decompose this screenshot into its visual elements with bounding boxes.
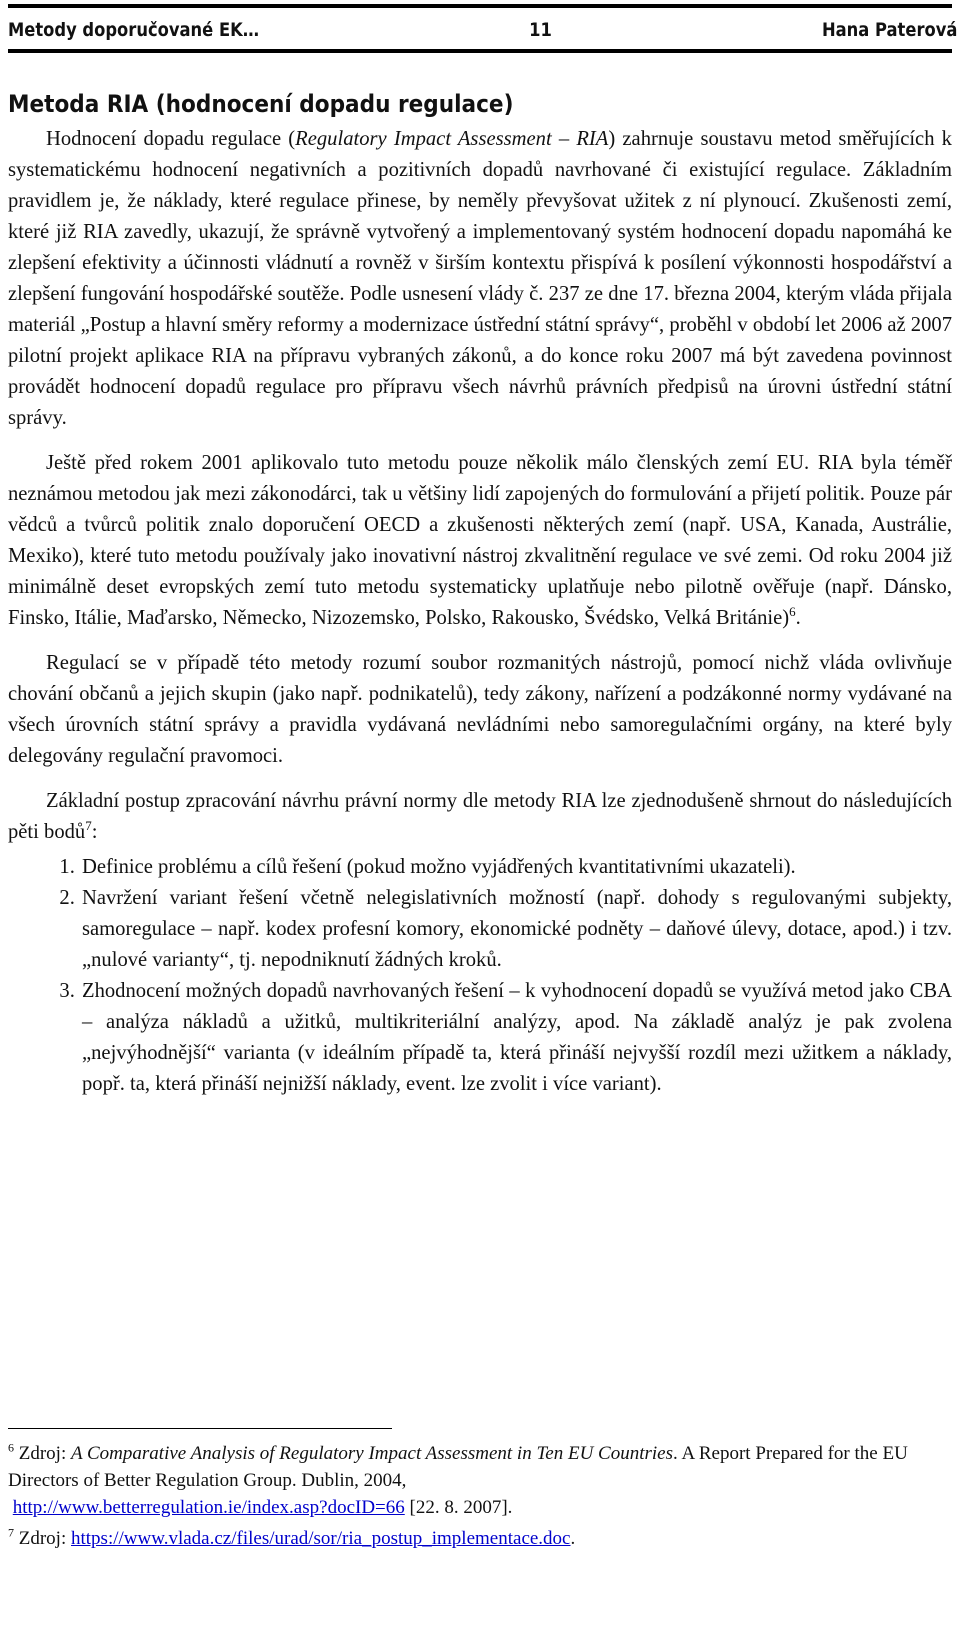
paragraph-3 [8,648,952,772]
p3-text: Regulací se v případě této metody rozumí soubor rozmanitých nástrojů, pomocí nichž vláda ovlivňuje chování občanů a jejich skupin (jako např. podnikatelů), tedy zákony, nařízení a podzákonné normy vydávané na všech úrovních státní správy a pravidla vydávaná nevládními nebo samoregulačními orgány, na které byly delegovány regulační pravomoci. [8,652,952,767]
body-text [8,124,952,1100]
footnote-link[interactable]: http://www.betterregulation.ie/index.asp?docID=66 [12,1497,405,1518]
footnote-6 [8,1440,952,1521]
footnote-separator [8,1428,392,1429]
footnote-7 [8,1525,952,1552]
paragraph-4 [8,786,952,848]
footnote-number: 6 [8,1440,14,1455]
footnote-lead: Zdroj: [14,1443,71,1464]
footnote-text: . A Report Prepared for the EU Directors of Better Regulation Group. Dublin, 2004, [8,1443,908,1491]
p1-italic-term: Regulatory Impact Assessment – RIA [295,128,609,150]
steps-list [8,852,952,1100]
p1-text-b: ) zahrnuje soustavu metod směřujících k systematickému hodnocení negativních a pozitivních dopadů navrhované či existující regulace. Základním pravidlem je, že náklady, které regulace přinese, by neměly převyšovat užitek z ní plynoucí. Zkušenosti zemí, které již RIA zavedly, ukazují, že správně vytvořený a implementovaný systém hodnocení dopadu napomáhá ke zlepšení efektivity a účinnosti vládnutí a rovněž v širším kontextu přispívá k posílení výkonnosti hospodářství a zlepšení fungování hospodářské soutěže. Podle usnesení vlády č. 237 ze dne 17. března 2004, kterým vláda přijala materiál „Postup a hlavní směry reformy a modernizace ústřední státní správy“, proběhl v období let 2006 až 2007 pilotní projekt aplikace RIA na přípravu vybraných zákonů, a do konce roku 2007 má být zavedena povinnost provádět hodnocení dopadů regulace pro přípravu všech návrhů právních předpisů na úrovni ústřední státní správy. [8,128,952,429]
p2-text: Ještě před rokem 2001 aplikovalo tuto metodu pouze několik málo členských zemí EU. RIA byla téměř neznámou metodou jak mezi zákonodárci, tak u většiny lidí zapojených do formulování a přijetí politik. Pouze pár vědců a tvůrců politik znalo doporučení OECD a zkušenosti některých zemí (např. USA, Kanada, Austrálie, Mexiko), které tuto metodu používaly jako inovativní nástroj zkvalitnění regulace ve své zemi. Od roku 2004 již minimálně deset evropských zemí tuto metodu systematicky uplatňuje nebo pilotně ověřuje (např. Dánsko, Finsko, Itálie, Maďarsko, Německo, Nizozemsko, Polsko, Rakousko, Švédsko, Velká Británie) [8,452,952,629]
footnote-ref-6[interactable]: 6 [789,604,796,620]
footnote-ref-7[interactable]: 7 [85,818,92,834]
footnote-end: . [570,1528,576,1549]
paragraph-1 [8,124,952,434]
p4-end: : [91,821,98,843]
header-title: Metody doporučované EK… [8,19,260,41]
header-rule-bottom [8,49,952,53]
footnote-lead: Zdroj: [14,1528,71,1549]
page-number: 11 [529,19,552,41]
footnote-number: 7 [8,1525,14,1540]
footnote-title: A Comparative Analysis of Regulatory Impact Assessment in Ten EU Countries [71,1443,673,1464]
section-heading: Metoda RIA (hodnocení dopadu regulace) [8,90,514,118]
p2-end: . [795,607,801,629]
header-author: Hana Paterová [821,19,958,41]
list-item: 3. Zhodnocení možných dopadů navrhovaných řešení – k vyhodnocení dopadů se využívá metod jako CBA – analýza nákladů a užitků, multikriteriální analýzy, apod. Na základě analýz je pak zvolena „nejvýhodnější“ varianta (v ideálním případě ta, která přináší nejvyšší rozdíl mezi užitkem a náklady, popř. ta, která přináší nejnižší náklady, event. lze zvolit i více variant). [80,976,952,1100]
list-item: 2. Navržení variant řešení včetně nelegislativních možností (např. dohody s regulovanými subjekty, samoregulace – např. kodex profesní komory, ekonomické podněty – daňové úlevy, dotace, apod.) i tzv. „nulové varianty“, tj. nepodniknutí žádných kroků. [80,883,952,976]
footnotes [8,1440,952,1556]
header-rule-top [8,4,952,8]
p4-text: Základní postup zpracování návrhu právní normy dle metody RIA lze zjednodušeně shrnout do následujících pěti bodů [8,790,952,843]
p1-text-a: Hodnocení dopadu regulace ( [46,128,296,150]
footnote-link[interactable]: https://www.vlada.cz/files/urad/sor/ria_postup_implementace.doc [71,1528,571,1549]
list-item: 1. Definice problému a cílů řešení (pokud možno vyjádřených kvantitativními ukazateli). [80,852,952,883]
footnote-date: [22. 8. 2007]. [404,1497,513,1518]
running-header [8,14,957,46]
paragraph-2 [8,448,952,634]
